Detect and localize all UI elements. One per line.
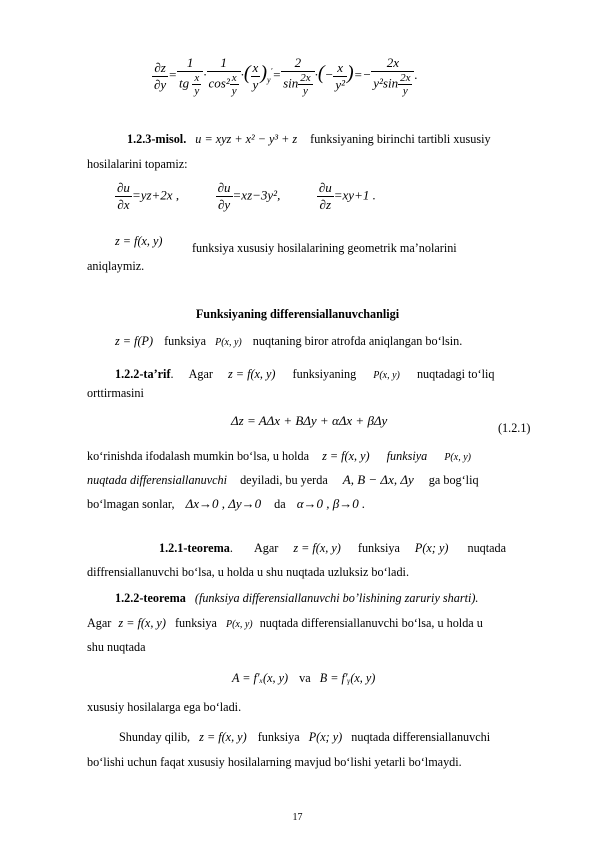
example-123-line1	[127, 131, 491, 147]
formula: P(x, y)	[225, 619, 253, 630]
definition-line5	[87, 496, 365, 512]
equation-number: (1.2.1)	[498, 421, 531, 435]
example-123-line2: hosilalarini topamiz:	[87, 157, 188, 171]
theorem-122-formulas	[232, 670, 375, 686]
formula: z = f(x, y)	[118, 616, 166, 630]
text: Shunday qilib,	[119, 730, 191, 744]
word: Agar	[87, 616, 112, 630]
page-number: 17	[292, 812, 303, 823]
word: funksiya	[386, 449, 428, 463]
theorem-122-line4: xususiy hosilalarga ega bo‘ladi.	[87, 700, 242, 714]
word: Agar	[253, 541, 279, 555]
geom-text: funksiya xususiy hosilalarining geometrik ma’nolarini	[192, 241, 457, 255]
theorem-122-line1	[115, 590, 478, 606]
word: nuqtada	[467, 541, 507, 555]
theorem-121-line1: 1.2.1-teorema. Agar z = f(x, y) funksiya P(x; y) nuqtada	[159, 541, 507, 555]
definition-line1: 1.2.2-ta’rif. Agar z = f(x, y) funksiyaning P(x, y) nuqtadagi to‘liq	[115, 367, 495, 381]
formula: P(x; y)	[308, 730, 343, 744]
word: nuqtaning biror atrofda aniqlangan bo‘lsin.	[252, 334, 463, 348]
formula: P(x, y)	[444, 452, 471, 463]
formula: A, B − Δx, Δy	[342, 472, 414, 487]
text: bo‘lmagan sonlar,	[87, 497, 175, 511]
formula-A: A = f′ₓ(x, y)	[232, 671, 289, 685]
word: funksiyaning	[292, 367, 357, 381]
formula-Pxy: P(x, y)	[215, 337, 242, 348]
formula-fP: z = f(P)	[115, 334, 154, 348]
definition-line4	[87, 472, 479, 488]
formula: z = f(x, y)	[228, 367, 276, 381]
text: nuqtada differensiallanuvchi	[87, 473, 228, 487]
word: funksiya	[174, 616, 217, 630]
geom-line1	[115, 233, 162, 249]
geom-formula: z = f(x, y)	[115, 234, 163, 248]
text: deyiladi, bu yerda	[240, 473, 328, 487]
formula: P(x, y)	[373, 370, 400, 381]
text: nuqtada differensiallanuvchi bo‘lsa, u holda u	[259, 616, 483, 630]
formula: P(x; y)	[414, 541, 449, 555]
formula: z = f(x, y)	[293, 541, 341, 555]
definition-line3	[87, 448, 471, 466]
formula-B: B = f′ᵧ(x, y)	[319, 671, 376, 685]
word: funksiya	[164, 334, 207, 348]
formula: z = f(x, y)	[322, 449, 370, 463]
definition-line2: orttirmasini	[87, 386, 144, 400]
formula: α→0 , β→0 .	[296, 496, 366, 511]
top-formula: $\frac{\partial z}{\partial y}$ = 1 tg $\frac{x}{y}$ · 1 cos² $\frac{x}{y}$ ·( $\frac{x}{y}$ )$_y'=$ 2 sin $\frac{2x}{y}$ ·(− $\frac{x}{\text{y²}}$ )=− 2x y²sin $\frac{2x}{y}$ .	[154, 55, 418, 97]
theorem-label: 1.2.2-teorema	[115, 591, 186, 605]
text: ga bog‘liq	[428, 473, 479, 487]
text: nuqtada differensiallanuvchi	[351, 730, 491, 744]
word: nuqtadagi to‘liq	[416, 367, 495, 381]
closing-line1	[119, 729, 490, 745]
intro-line	[115, 333, 462, 351]
example-text: funksiyaning birinchi tartibli xususiy	[310, 132, 491, 146]
text: ko‘rinishda ifodalash mumkin bo‘lsa, u holda	[87, 449, 310, 463]
theorem-label: 1.2.1-teorema	[159, 541, 230, 555]
theorem-121-line2: diffrensiallanuvchi bo‘lsa, u holda u shu nuqtada uzluksiz bo‘ladi.	[87, 565, 409, 579]
formula: z = f(x, y)	[199, 730, 247, 744]
word: va	[299, 671, 311, 685]
word: funksiya	[257, 730, 300, 744]
example-label: 1.2.3-misol.	[127, 132, 187, 146]
geom-line2: aniqlaymiz.	[87, 259, 145, 273]
theorem-122-line2	[87, 615, 483, 633]
section-title: Funksiyaning differensiallanuvchanligi	[195, 307, 400, 321]
formula: Δx→0 , Δy→0	[185, 496, 262, 511]
word: funksiya	[357, 541, 400, 555]
theorem-122-line3: shu nuqtada	[87, 640, 146, 654]
theorem-note: (funksiya differensiallanuvchi bo’lishining zaruriy sharti).	[194, 591, 479, 605]
equation-121: Δz = AΔx + BΔy + αΔx + βΔy	[231, 413, 388, 428]
definition-label: 1.2.2-ta’rif	[115, 367, 171, 381]
closing-line2: bo‘lishi uchun faqat xususiy hosilalarning mavjud bo‘lishi yetarli bo‘lmaydi.	[87, 755, 462, 769]
partial-derivatives: $\frac{\partial u}{\partial x}$ =yz+2x , $\frac{\partial u}{\partial y}$ =xz−3y², $\frac{\partial u}{\partial z}$ =xy+1 .	[117, 180, 376, 212]
word: da	[274, 497, 286, 511]
example-formula: u = xyz + x² − y³ + z	[195, 132, 298, 146]
word: Agar	[188, 367, 213, 381]
